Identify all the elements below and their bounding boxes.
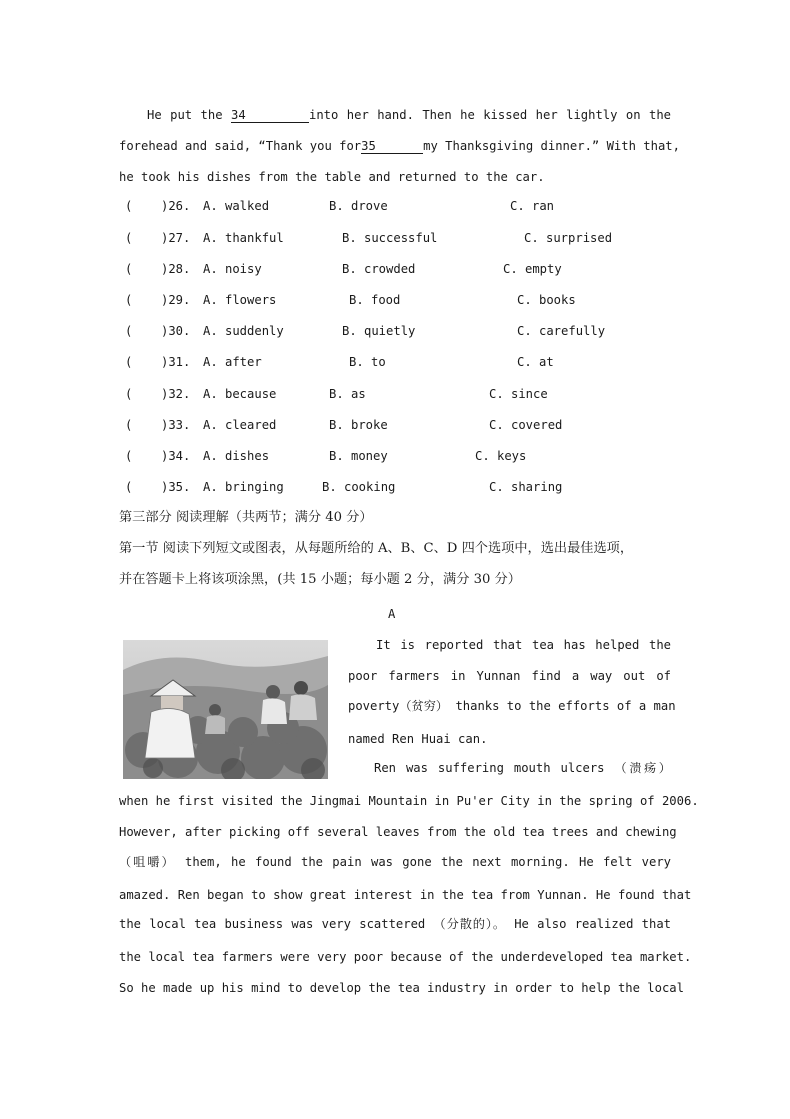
passage-line-11: the local tea farmers were very poor because of the underdeveloped tea market.: [119, 950, 692, 964]
option-b: B. successful: [342, 231, 438, 245]
option-c: C. carefully: [517, 324, 606, 338]
question-number: )35.: [161, 480, 191, 494]
passage-line-3: poverty（贫穷） thanks to the efforts of a man: [348, 699, 676, 713]
tea-picking-photo: [123, 640, 328, 779]
option-c: C. books: [517, 293, 576, 307]
option-c: C. at: [517, 355, 554, 369]
option-b: B. cooking: [322, 480, 396, 494]
option-b: B. drove: [329, 199, 388, 213]
answer-paren: (: [125, 387, 133, 401]
passage-line-5: Ren was suffering mouth ulcers （溃疡）: [374, 761, 671, 775]
section1-instruction-line1: 第一节 阅读下列短文或图表，从每题所给的 A、B、C、D 四个选项中，选出最佳选项，: [119, 541, 634, 556]
question-number: )34.: [161, 449, 191, 463]
option-b: B. quietly: [342, 324, 416, 338]
answer-paren: (: [125, 324, 133, 338]
answer-paren: (: [125, 199, 133, 213]
option-a: A. walked: [203, 199, 270, 213]
passage-line-10: the local tea business was very scattered （分散的）。 He also realized that: [119, 917, 671, 931]
option-c: C. surprised: [524, 231, 613, 245]
passage-line-7: However, after picking off several leaves from the old tea trees and chewing: [119, 825, 677, 839]
section1-instruction-line2: 并在答题卡上将该项涂黑，(共 15 小题；每小题 2 分，满分 30 分）: [119, 572, 521, 587]
cloze-line-3: he took his dishes from the table and returned to the car.: [119, 170, 545, 184]
answer-paren: (: [125, 418, 133, 432]
option-c: C. sharing: [489, 480, 563, 494]
blank-34: 34: [231, 109, 309, 123]
cloze-line-1: [119, 107, 671, 123]
option-b: B. food: [349, 293, 401, 307]
option-c: C. since: [489, 387, 548, 401]
part3-title: 第三部分 阅读理解（共两节；满分 40 分）: [119, 510, 373, 525]
blank-35: 35: [361, 140, 423, 154]
option-c: C. keys: [475, 449, 527, 463]
passage-line-6: when he first visited the Jingmai Mountain in Pu'er City in the spring of 2006.: [119, 794, 699, 808]
answer-paren: (: [125, 262, 133, 276]
option-c: C. ran: [510, 199, 555, 213]
passage-line-4: named Ren Huai can.: [348, 732, 488, 746]
cloze-text: my Thanksgiving dinner.” With that,: [423, 139, 680, 153]
answer-paren: (: [125, 449, 133, 463]
passage-line-12: So he made up his mind to develop the tea industry in order to help the local: [119, 981, 684, 995]
passage-line-9: amazed. Ren began to show great interest in the tea from Yunnan. He found that: [119, 888, 692, 902]
option-b: B. to: [349, 355, 386, 369]
question-number: )30.: [161, 324, 191, 338]
option-a: A. cleared: [203, 418, 277, 432]
cloze-text: He put the: [147, 108, 223, 122]
option-b: B. broke: [329, 418, 388, 432]
answer-paren: (: [125, 293, 133, 307]
option-b: B. as: [329, 387, 366, 401]
question-number: )26.: [161, 199, 191, 213]
option-a: A. after: [203, 355, 262, 369]
passage-label: A: [388, 607, 396, 621]
cloze-line-2: [119, 138, 680, 154]
option-a: A. because: [203, 387, 277, 401]
answer-paren: (: [125, 231, 133, 245]
option-a: A. noisy: [203, 262, 262, 276]
passage-line-1: It is reported that tea has helped the: [376, 638, 671, 652]
cloze-text: forehead and said, “Thank you for: [119, 139, 362, 153]
question-number: )27.: [161, 231, 191, 245]
option-b: B. crowded: [342, 262, 416, 276]
option-a: A. suddenly: [203, 324, 284, 338]
option-a: A. flowers: [203, 293, 277, 307]
option-a: A. bringing: [203, 480, 284, 494]
answer-paren: (: [125, 480, 133, 494]
option-a: A. thankful: [203, 231, 284, 245]
question-number: )33.: [161, 418, 191, 432]
option-c: C. covered: [489, 418, 563, 432]
question-number: )31.: [161, 355, 191, 369]
passage-line-8: （咀嚼） them, he found the pain was gone the next morning. He felt very: [119, 855, 671, 869]
question-number: )32.: [161, 387, 191, 401]
option-a: A. dishes: [203, 449, 270, 463]
answer-paren: (: [125, 355, 133, 369]
question-number: )28.: [161, 262, 191, 276]
option-c: C. empty: [503, 262, 562, 276]
passage-line-2: poor farmers in Yunnan find a way out of: [348, 669, 671, 683]
cloze-text: into her hand. Then he kissed her lightly on the: [309, 108, 672, 122]
question-number: )29.: [161, 293, 191, 307]
option-b: B. money: [329, 449, 388, 463]
